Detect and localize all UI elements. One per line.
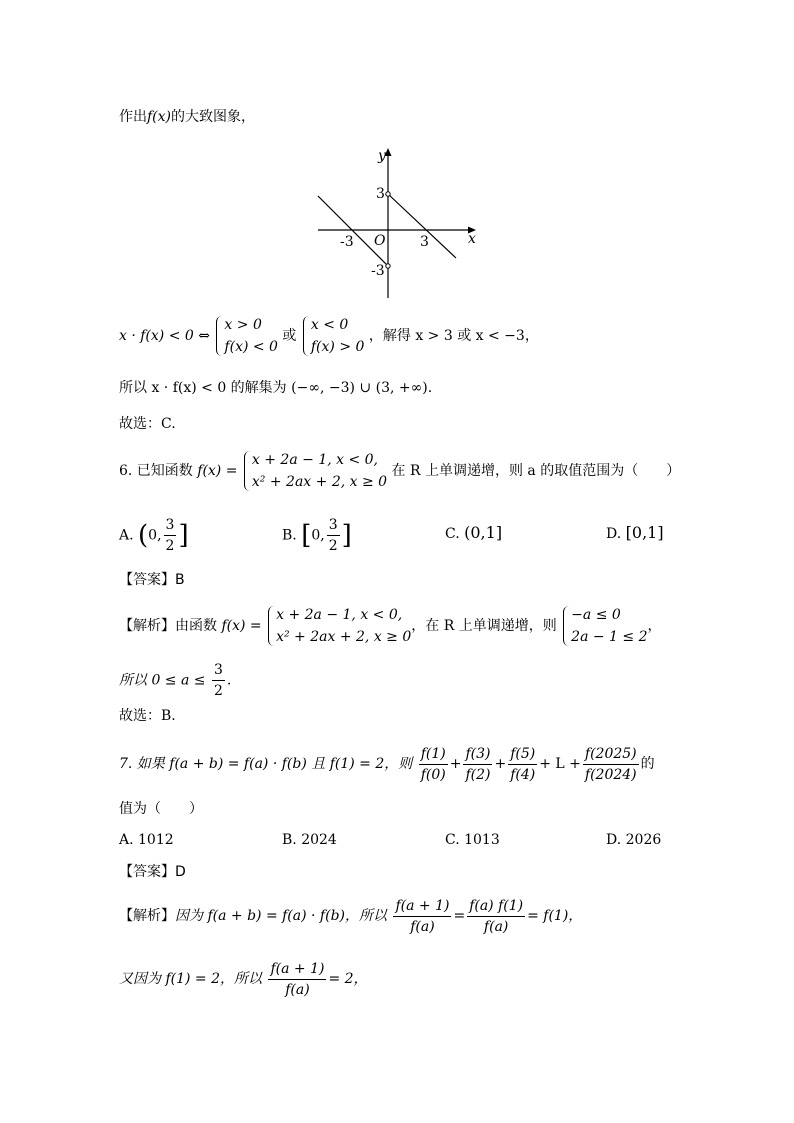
q7-option-b[interactable] — [282, 832, 337, 848]
q6-a-left: 0, — [148, 527, 162, 544]
exp7b-end: = 2， — [328, 971, 368, 987]
explanation-6 — [119, 604, 662, 648]
answer-7 — [119, 862, 186, 882]
intro-prefix: 作出 — [119, 109, 147, 125]
x-tick-neg3: -3 — [340, 234, 354, 250]
q7-frac-last-den: f(2024) — [584, 766, 637, 783]
exp6-mid: ，在 R 上单调递增，则 — [411, 618, 557, 634]
q6-option-d[interactable] — [606, 523, 664, 542]
q7-frac-3-num: f(5) — [508, 744, 537, 765]
exp7-frac-2-den: f(a) — [483, 918, 509, 935]
q6-option-d-text: [0,1] — [625, 523, 664, 542]
exp7-frac-2 — [467, 896, 525, 937]
q7-frac-1 — [419, 744, 448, 785]
exp7-end: = f(1)， — [527, 908, 583, 924]
choose-b: 故选：B. — [119, 708, 176, 724]
exp6-func: f(x) = — [221, 618, 262, 634]
q6-piece-2: x² + 2ax + 2, x ≥ 0 — [251, 474, 388, 490]
q7-frac-3-den: f(4) — [510, 766, 536, 783]
q7-frac-2-num: f(3) — [463, 744, 492, 765]
q6-option-c-label: C. — [445, 526, 460, 542]
question-6 — [119, 449, 680, 493]
q6-a-frac — [164, 515, 177, 556]
q6-a-den: 2 — [165, 538, 175, 554]
exp7-eq: = — [453, 908, 466, 924]
exp7-frac-1 — [393, 896, 451, 937]
choose-c-line — [119, 414, 176, 434]
q6-prefix: 6. 已知函数 — [119, 463, 193, 479]
exp6-piece-1: x + 2a − 1, x < 0, — [276, 607, 403, 623]
answer-6-text: 【答案】B — [119, 572, 185, 588]
exp6-tag: 【解析】 — [119, 618, 175, 634]
function-graph — [300, 142, 490, 302]
q7-option-d[interactable] — [606, 832, 661, 848]
exp6-lead: 由函数 — [175, 618, 217, 634]
q6-b-frac — [327, 515, 340, 556]
q7-option-a-text: A. 1012 — [119, 832, 174, 848]
q7-prefix: 7. 如果 f(a + b) = f(a) · f(b) 且 f(1) = 2，则 — [119, 756, 413, 772]
q7-frac-1-den: f(0) — [420, 766, 446, 783]
choose-b-line — [119, 706, 176, 726]
system-1 — [214, 314, 278, 358]
exp6-cond-2: 2a − 1 ≤ 2 — [571, 629, 648, 645]
ineq-tail: ，解得 x > 3 或 x < −3， — [368, 328, 539, 344]
q6-option-a[interactable] — [119, 515, 189, 556]
y-tick-3: 3 — [376, 186, 385, 202]
exp6-end: ， — [647, 618, 662, 634]
left-branch — [318, 196, 388, 266]
open-point-bottom — [386, 264, 390, 268]
origin-label: O — [374, 233, 386, 249]
exp6b-lead: 所以 0 ≤ a ≤ — [119, 672, 206, 689]
q7-option-c-text: C. 1013 — [445, 832, 500, 848]
q6-option-c[interactable] — [445, 523, 502, 542]
exp6b-end: . — [226, 672, 232, 689]
q6-b-num: 3 — [327, 515, 340, 536]
exp7-tag: 【解析】 — [119, 908, 175, 924]
q7-frac-3 — [508, 744, 537, 785]
q6-a-open: ( — [138, 520, 149, 551]
explanation-7b — [119, 957, 368, 1001]
question-7b — [119, 799, 203, 819]
exp6b-frac — [212, 660, 225, 701]
q7-frac-last-num: f(2025) — [583, 744, 639, 765]
q6-a-num: 3 — [164, 515, 177, 536]
q7-option-b-text: B. 2024 — [282, 832, 337, 848]
system-1-row-1: x > 0 — [224, 317, 262, 333]
q7-frac-2-den: f(2) — [465, 766, 491, 783]
q7-frac-1-num: f(1) — [419, 744, 448, 765]
exp7b-frac — [268, 959, 326, 1000]
answer-7-text: 【答案】D — [119, 864, 186, 880]
exp6-conditions — [561, 604, 647, 648]
system-2-row-2: f(x) > 0 — [310, 339, 365, 355]
exp7-frac-1-num: f(a + 1) — [393, 896, 451, 917]
q6-suffix: 在 R 上单调递增，则 a 的取值范围为（ ） — [391, 463, 681, 479]
solution-set-line — [119, 378, 432, 398]
q6-b-close: ] — [341, 520, 352, 551]
system-2-row-1: x < 0 — [310, 317, 349, 333]
exp6b-num: 3 — [212, 660, 225, 681]
exp7-lead: 因为 f(a + b) = f(a) · f(b)，所以 — [175, 908, 387, 924]
q7-dots: + L + — [539, 756, 581, 772]
q7-option-a[interactable] — [119, 832, 174, 848]
explanation-6b — [119, 660, 231, 701]
q6-option-b[interactable] — [282, 515, 352, 556]
question-7: 7. 如果 f(a + b) = f(a) · f(b) 且 f(1) = 2，则 $\frac{f(1)}{f(0)}$ + $\frac{f(3)}{f(2)}$ + $\frac{f(5)}{f(4)}$ + L + $\frac{f(2025)}{f(2024)}$ 的 — [119, 745, 655, 783]
exp6-piece-2: x² + 2ax + 2, x ≥ 0 — [276, 629, 412, 645]
q6-func: f(x) = — [197, 463, 238, 479]
q7-frac-last — [583, 744, 639, 785]
q6-piece-1: x + 2a − 1, x < 0, — [251, 452, 379, 468]
x-tick-3: 3 — [420, 234, 429, 250]
answer-6 — [119, 570, 185, 590]
exp7b-lead: 又因为 f(1) = 2，所以 — [119, 971, 263, 987]
q6-a-close: ] — [178, 520, 189, 551]
choose-c: 故选：C. — [119, 416, 176, 432]
exp6-cond-1: −a ≤ 0 — [571, 607, 621, 623]
exp7b-frac-den: f(a) — [285, 981, 310, 998]
exp6b-den: 2 — [213, 683, 223, 699]
explanation-7 — [119, 894, 582, 938]
exp7b-frac-num: f(a + 1) — [268, 959, 326, 980]
q6-piecewise — [242, 449, 387, 493]
y-tick-neg3: -3 — [371, 263, 385, 279]
y-axis-label: y — [378, 148, 386, 164]
q7-frac-2 — [463, 744, 492, 785]
open-point-top — [386, 192, 390, 196]
q6-option-b-label: B. — [282, 527, 297, 544]
q6-option-c-text: (0,1] — [464, 523, 503, 542]
exp7-frac-2-num: f(a) f(1) — [467, 896, 525, 917]
q7-option-c[interactable] — [445, 832, 500, 848]
x-axis-label: x — [468, 231, 476, 247]
q7-option-d-text: D. 2026 — [606, 832, 662, 848]
intro-suffix: 的大致图象， — [171, 109, 256, 125]
q6-b-open: [ — [301, 520, 312, 551]
q7b-text: 值为（ ） — [119, 801, 203, 817]
inequality-line — [119, 314, 539, 358]
system-1-row-2: f(x) < 0 — [224, 339, 278, 355]
q6-option-d-label: D. — [606, 526, 622, 542]
solution-set-text: 所以 x · f(x) < 0 的解集为 (−∞, −3) ∪ (3, +∞). — [119, 380, 433, 396]
system-2 — [301, 314, 365, 358]
intro-line — [119, 107, 255, 127]
q6-b-den: 2 — [328, 538, 338, 554]
q6-b-left: 0, — [311, 527, 325, 544]
q6-option-a-label: A. — [119, 527, 134, 544]
ineq-lhs: x · f(x) < 0 ⇔ — [119, 328, 210, 344]
q7-suffix: 的 — [640, 756, 655, 772]
or-word: 或 — [282, 328, 297, 344]
intro-func: f(x) — [147, 109, 172, 125]
exp7-frac-1-den: f(a) — [410, 918, 435, 935]
exp6-piecewise — [266, 604, 411, 648]
